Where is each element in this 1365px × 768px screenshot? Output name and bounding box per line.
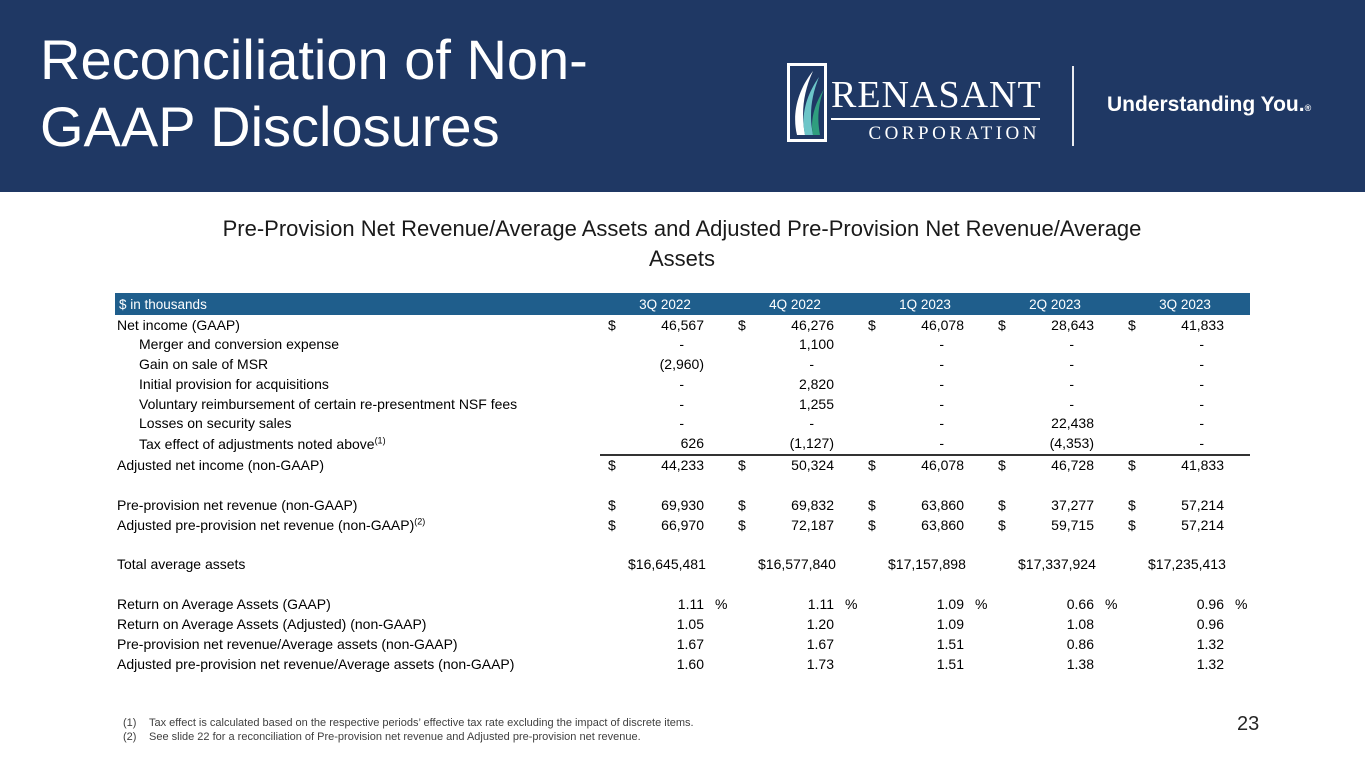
cell-dollar: $ (738, 457, 746, 474)
cell-dollar (600, 374, 628, 394)
cell-pct: % (975, 596, 988, 613)
table-row (115, 315, 1250, 335)
row-label: Merger and conversion expense (139, 336, 340, 353)
cell-dollar (600, 595, 628, 615)
cell-dollar (990, 615, 1018, 635)
cell-value: 46,078 (921, 316, 964, 333)
cell-value: 44,233 (661, 457, 704, 474)
cell-value: 28,643 (1051, 316, 1094, 333)
cell-pct (706, 555, 730, 575)
footnote-ref: (1) (374, 435, 386, 446)
table-spacer-row (115, 535, 1250, 555)
spacer-cell (115, 475, 1250, 495)
cell-pct (966, 615, 990, 635)
cell-pct (706, 495, 730, 515)
cell-value: (2,960) (659, 356, 704, 373)
banner (0, 0, 1365, 192)
cell-pct (1096, 515, 1120, 535)
cell-value: - (1148, 434, 1226, 455)
footnote-text: Tax effect is calculated based on the respective periods’ effective tax rate excluding the impact of discrete items. (149, 717, 694, 729)
cell-pct (1226, 434, 1250, 455)
cell-pct (1096, 555, 1120, 575)
table-head (115, 293, 1250, 315)
cell-pct (1096, 615, 1120, 635)
cell-dollar: $ (738, 496, 746, 513)
cell-value: 1.09 (936, 616, 964, 633)
row-label: Losses on security sales (139, 415, 292, 432)
cell-value: 1.73 (806, 655, 834, 672)
cell-dollar: $ (738, 516, 746, 533)
table-row (115, 615, 1250, 635)
cell-dollar (730, 654, 758, 674)
cell-value: 46,078 (921, 457, 964, 474)
cell-value: 46,276 (791, 316, 834, 333)
cell-dollar (1120, 335, 1148, 355)
cell-pct (836, 335, 860, 355)
cell-dollar: $ (608, 457, 616, 474)
footnote-mark: (2) (123, 731, 137, 743)
cell-value: 1.51 (936, 635, 964, 652)
cell-value: 46,567 (661, 316, 704, 333)
cell-value: $16,577,840 (758, 556, 836, 573)
cell-dollar (860, 595, 888, 615)
table-row (115, 335, 1250, 355)
cell-value: (4,353) (1018, 434, 1096, 455)
cell-dollar (990, 634, 1018, 654)
cell-value: - (679, 395, 684, 412)
cell-pct (1096, 394, 1120, 414)
cell-pct (1226, 615, 1250, 635)
cell-pct (1096, 434, 1120, 455)
cell-value: 1.11 (677, 596, 704, 613)
table-row (115, 634, 1250, 654)
cell-dollar: $ (998, 516, 1006, 533)
cell-pct (966, 414, 990, 434)
cell-pct (966, 654, 990, 674)
cell-dollar (860, 374, 888, 394)
cell-dollar (730, 555, 758, 575)
cell-pct (1096, 654, 1120, 674)
cell-value: - (809, 415, 814, 432)
cell-dollar (860, 634, 888, 654)
cell-dollar (860, 654, 888, 674)
row-label: Pre-provision net revenue (non-GAAP) (117, 496, 358, 513)
table-row (115, 455, 1250, 476)
cell-pct (836, 654, 860, 674)
cell-dollar: $ (1128, 516, 1136, 533)
cell-pct (706, 315, 730, 335)
cell-dollar (1120, 634, 1148, 654)
cell-dollar (600, 634, 628, 654)
cell-dollar (990, 434, 1018, 455)
cell-value: - (1199, 415, 1204, 432)
cell-dollar (730, 355, 758, 375)
cell-value: 0.96 (1196, 616, 1224, 633)
cell-value: 1.32 (1196, 635, 1224, 652)
cell-value: 1.60 (676, 655, 704, 672)
cell-dollar (600, 555, 628, 575)
cell-pct (836, 315, 860, 335)
cell-dollar (860, 335, 888, 355)
cell-pct (966, 495, 990, 515)
cell-value: 1.20 (806, 616, 834, 633)
cell-dollar: $ (1128, 316, 1136, 333)
cell-value: 59,715 (1051, 516, 1094, 533)
cell-pct (706, 615, 730, 635)
cell-dollar: $ (998, 316, 1006, 333)
cell-value: - (1069, 356, 1074, 373)
cell-dollar (600, 615, 628, 635)
cell-dollar: $ (1128, 457, 1136, 474)
cell-pct (1096, 355, 1120, 375)
cell-value: $17,235,413 (1148, 556, 1226, 573)
cell-value: (1,127) (758, 434, 836, 455)
cell-value: - (939, 395, 944, 412)
cell-dollar (860, 394, 888, 414)
cell-value: 0.66 (1066, 596, 1094, 613)
cell-value: $17,157,898 (888, 556, 966, 573)
registered-mark: ® (1304, 103, 1312, 113)
cell-dollar (860, 615, 888, 635)
cell-pct (706, 414, 730, 434)
subtitle: Pre-Provision Net Revenue/Average Assets and Adjusted Pre-Provision Net Revenue/Average Assets (222, 216, 1142, 271)
cell-value: - (1069, 375, 1074, 392)
cell-dollar (600, 355, 628, 375)
cell-dollar (990, 374, 1018, 394)
cell-pct (1226, 355, 1250, 375)
cell-dollar (860, 414, 888, 434)
cell-value: - (1199, 356, 1204, 373)
cell-dollar (600, 414, 628, 434)
table-spacer-row (115, 475, 1250, 495)
cell-dollar (990, 355, 1018, 375)
cell-value: 37,277 (1051, 496, 1094, 513)
cell-pct (1226, 654, 1250, 674)
cell-dollar (600, 394, 628, 414)
cell-dollar (1120, 654, 1148, 674)
cell-value: - (1199, 375, 1204, 392)
cell-value: - (1069, 395, 1074, 412)
row-label: Gain on sale of MSR (139, 356, 269, 373)
cell-pct (966, 355, 990, 375)
cell-dollar: $ (1128, 496, 1136, 513)
row-label: Net income (GAAP) (117, 316, 240, 333)
cell-pct (836, 495, 860, 515)
cell-dollar (860, 434, 888, 455)
cell-pct (966, 455, 990, 476)
cell-dollar (730, 394, 758, 414)
cell-value: 2,820 (798, 375, 834, 392)
cell-pct (966, 394, 990, 414)
row-label: Tax effect of adjustments noted above$^{(1)}$ (139, 435, 386, 453)
cell-value: 1.08 (1066, 616, 1094, 633)
row-label: Pre-provision net revenue/Average assets (non-GAAP) (117, 635, 458, 652)
cell-value: 46,728 (1051, 457, 1094, 474)
cell-value: - (939, 415, 944, 432)
cell-pct (706, 654, 730, 674)
cell-dollar (990, 335, 1018, 355)
cell-dollar (1120, 355, 1148, 375)
cell-pct (966, 374, 990, 394)
table-row (115, 595, 1250, 615)
header-col: 3Q 2022 (600, 293, 730, 315)
cell-pct (966, 555, 990, 575)
cell-pct (1096, 495, 1120, 515)
cell-dollar: $ (998, 457, 1006, 474)
cell-value: - (679, 336, 684, 353)
cell-value: - (1199, 395, 1204, 412)
cell-value: $17,337,924 (1018, 556, 1096, 573)
cell-dollar (1120, 434, 1148, 455)
cell-dollar (990, 595, 1018, 615)
cell-pct (1096, 315, 1120, 335)
cell-value: 57,214 (1181, 496, 1224, 513)
cell-pct (1226, 414, 1250, 434)
table-row (115, 555, 1250, 575)
row-label: Voluntary reimbursement of certain re-presentment NSF fees (139, 395, 518, 412)
table-row (115, 515, 1250, 535)
cell-dollar (730, 414, 758, 434)
cell-value: 1.38 (1066, 655, 1094, 672)
cell-pct (836, 615, 860, 635)
cell-pct (706, 455, 730, 476)
cell-pct (706, 355, 730, 375)
cell-pct (966, 335, 990, 355)
spacer-cell (115, 535, 1250, 555)
footnote-text: See slide 22 for a reconciliation of Pre-provision net revenue and Adjusted pre-provision net revenue. (149, 731, 641, 743)
cell-dollar (860, 355, 888, 375)
cell-pct (706, 434, 730, 455)
cell-pct (836, 414, 860, 434)
row-label: Return on Average Assets (GAAP) (117, 596, 331, 613)
cell-value: 1.32 (1196, 655, 1224, 672)
cell-value: 626 (628, 434, 706, 455)
logo-leaf-icon (787, 63, 827, 142)
cell-pct (836, 434, 860, 455)
cell-dollar: $ (868, 316, 876, 333)
footnote (123, 730, 694, 744)
table-row (115, 355, 1250, 375)
cell-pct: % (1105, 596, 1118, 613)
cell-dollar: $ (868, 516, 876, 533)
cell-value: 50,324 (791, 457, 834, 474)
cell-value: 1,100 (798, 336, 834, 353)
header-col: 4Q 2022 (730, 293, 860, 315)
cell-dollar (990, 654, 1018, 674)
cell-pct (836, 374, 860, 394)
cell-dollar (1120, 615, 1148, 635)
cell-value: 1.67 (676, 635, 704, 652)
cell-value: - (939, 375, 944, 392)
cell-pct (836, 555, 860, 575)
cell-value: - (939, 356, 944, 373)
table-body (115, 315, 1250, 674)
table-spacer-row (115, 575, 1250, 595)
cell-value: 1.05 (676, 616, 704, 633)
cell-pct: % (1235, 596, 1248, 613)
cell-pct (1096, 374, 1120, 394)
table-row (115, 414, 1250, 434)
table-header-row (115, 293, 1250, 315)
table-row (115, 654, 1250, 674)
cell-pct (1226, 495, 1250, 515)
cell-pct (836, 515, 860, 535)
cell-dollar: $ (868, 496, 876, 513)
row-label: Adjusted pre-provision net revenue (non-GAAP)$^{(2)}$ (117, 516, 426, 533)
cell-dollar (600, 434, 628, 455)
cell-value: 1.51 (936, 655, 964, 672)
cell-value: - (1069, 336, 1074, 353)
cell-value: 69,832 (791, 496, 834, 513)
cell-pct (966, 634, 990, 654)
cell-value: - (939, 336, 944, 353)
cell-pct (1226, 634, 1250, 654)
cell-pct (836, 394, 860, 414)
cell-value: 1.67 (806, 635, 834, 652)
cell-dollar (730, 374, 758, 394)
cell-pct (1226, 555, 1250, 575)
page-number: 23 (1237, 713, 1260, 735)
cell-pct (966, 315, 990, 335)
cell-pct: % (845, 596, 858, 613)
cell-value: 0.96 (1196, 596, 1224, 613)
cell-value: 69,930 (661, 496, 704, 513)
header-col: 1Q 2023 (860, 293, 990, 315)
cell-dollar: $ (608, 316, 616, 333)
financial-table (115, 293, 1250, 674)
cell-dollar (600, 335, 628, 355)
row-label: Total average assets (117, 556, 246, 573)
cell-value: - (679, 415, 684, 432)
table-row (115, 394, 1250, 414)
cell-dollar (600, 654, 628, 674)
cell-value: 41,833 (1181, 457, 1224, 474)
cell-value: 63,860 (921, 516, 964, 533)
footnotes (123, 716, 694, 744)
logo-divider (1072, 66, 1074, 146)
cell-pct (966, 515, 990, 535)
cell-pct (836, 355, 860, 375)
cell-pct (1096, 634, 1120, 654)
cell-value: 41,833 (1181, 316, 1224, 333)
cell-value: 63,860 (921, 496, 964, 513)
row-label: Initial provision for acquisitions (139, 375, 329, 392)
spacer-cell (115, 575, 1250, 595)
tagline (1107, 93, 1311, 117)
cell-pct: % (715, 596, 728, 613)
cell-dollar (730, 595, 758, 615)
cell-pct (1096, 414, 1120, 434)
cell-dollar (730, 615, 758, 635)
cell-dollar: $ (608, 516, 616, 533)
cell-pct (706, 374, 730, 394)
cell-value: $16,645,481 (628, 556, 706, 573)
cell-value: 66,970 (661, 516, 704, 533)
cell-dollar: $ (738, 316, 746, 333)
cell-pct (706, 515, 730, 535)
header-col: 3Q 2023 (1120, 293, 1250, 315)
cell-pct (1226, 394, 1250, 414)
cell-pct (706, 335, 730, 355)
logo-subname: CORPORATION (868, 123, 1040, 144)
cell-value: - (679, 375, 684, 392)
cell-value: 22,438 (1051, 415, 1094, 432)
footnote-mark: (1) (123, 717, 137, 729)
slide-title: Reconciliation of Non-GAAP Disclosures (40, 28, 588, 159)
cell-value: 1.09 (936, 596, 964, 613)
cell-dollar (860, 555, 888, 575)
cell-pct (836, 455, 860, 476)
cell-dollar (730, 434, 758, 455)
footnote (123, 716, 694, 730)
header-col: 2Q 2023 (990, 293, 1120, 315)
cell-pct (1226, 315, 1250, 335)
cell-pct (1226, 335, 1250, 355)
cell-pct (1096, 455, 1120, 476)
cell-dollar: $ (998, 496, 1006, 513)
cell-dollar (990, 394, 1018, 414)
cell-dollar (1120, 414, 1148, 434)
cell-value: - (888, 434, 966, 455)
cell-value: 57,214 (1181, 516, 1224, 533)
cell-value: 1,255 (798, 395, 834, 412)
cell-dollar: $ (608, 496, 616, 513)
logo-name: RENASANT (831, 76, 1040, 120)
header-label: $ in thousands (115, 293, 600, 315)
cell-value: - (809, 356, 814, 373)
footnote-ref: (2) (414, 516, 426, 527)
table-row (115, 374, 1250, 394)
row-label: Adjusted net income (non-GAAP) (117, 457, 324, 474)
row-label: Return on Average Assets (Adjusted) (non-GAAP) (117, 616, 427, 633)
cell-dollar (1120, 595, 1148, 615)
cell-dollar (1120, 394, 1148, 414)
cell-pct (1096, 335, 1120, 355)
cell-value: - (1199, 336, 1204, 353)
cell-dollar (730, 335, 758, 355)
logo-text (831, 76, 1040, 143)
cell-dollar: $ (868, 457, 876, 474)
row-label: Adjusted pre-provision net revenue/Average assets (non-GAAP) (117, 655, 515, 672)
cell-pct (1226, 515, 1250, 535)
cell-value: 72,187 (791, 516, 834, 533)
cell-pct (966, 434, 990, 455)
cell-pct (1226, 455, 1250, 476)
table-row (115, 434, 1250, 455)
cell-value: 1.11 (807, 596, 834, 613)
cell-dollar (990, 555, 1018, 575)
cell-pct (706, 634, 730, 654)
cell-pct (706, 394, 730, 414)
cell-dollar (1120, 555, 1148, 575)
tagline-text: Understanding You. (1107, 93, 1305, 116)
cell-dollar (990, 414, 1018, 434)
table-row (115, 495, 1250, 515)
cell-dollar (730, 634, 758, 654)
cell-dollar (1120, 374, 1148, 394)
cell-pct (1226, 374, 1250, 394)
cell-pct (836, 634, 860, 654)
cell-value: 0.86 (1066, 635, 1094, 652)
